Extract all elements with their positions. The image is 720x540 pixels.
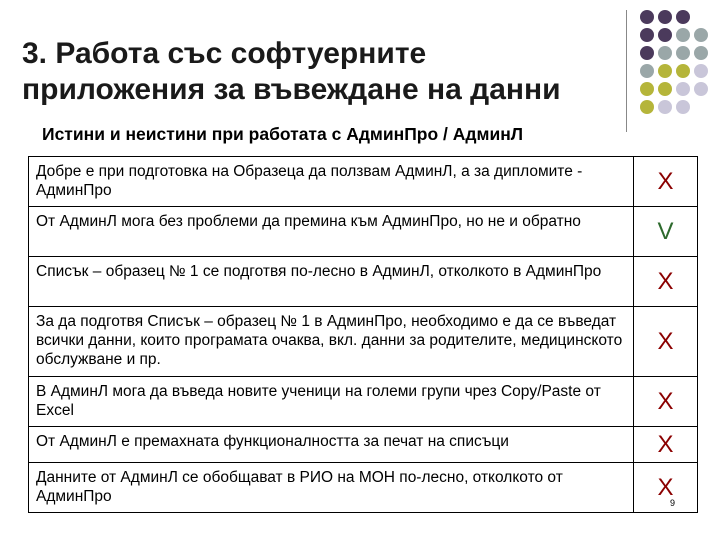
dot [640, 10, 654, 24]
statements-table [28, 156, 698, 513]
dot [658, 46, 672, 60]
false-mark: X [634, 377, 698, 427]
dot [658, 100, 672, 114]
title-divider [626, 10, 627, 132]
dot [676, 10, 690, 24]
statement-text: Списък – образец № 1 се подготвя по-лесно в АдминЛ, отколкото в АдминПро [29, 257, 634, 307]
dot [676, 82, 690, 96]
statement-text: От АдминЛ е премахната функционалността за печат на списъци [29, 427, 634, 463]
dot [640, 46, 654, 60]
true-mark: V [634, 207, 698, 257]
statement-text: Данните от АдминЛ се обобщават в РИО на МОН по-лесно, отколкото от АдминПро [29, 463, 634, 513]
dot [658, 82, 672, 96]
table-row [29, 207, 698, 257]
slide-title: 3. Работа със софтуерните приложения за въвеждане на данни [22, 37, 561, 106]
statement-text: В АдминЛ мога да въведа новите ученици на големи групи чрез Copy/Paste от Excel [29, 377, 634, 427]
dot [658, 28, 672, 42]
table-row [29, 307, 698, 377]
dot [694, 46, 708, 60]
statement-text: За да подготвя Списък – образец № 1 в АдминПро, необходимо е да се въведат всички данни, които програмата очаква, вкл. данни за родителите, медицинското обслужване и пр. [29, 307, 634, 377]
dot [640, 28, 654, 42]
dot [676, 64, 690, 78]
table-row [29, 427, 698, 463]
page-number: 9 [670, 498, 676, 508]
false-mark: X [634, 307, 698, 377]
dot [694, 28, 708, 42]
false-mark: X [634, 463, 698, 513]
table-row [29, 257, 698, 307]
statement-text: Добре е при подготовка на Образеца да ползвам АдминЛ, а за дипломите - АдминПро [29, 157, 634, 207]
table-row [29, 377, 698, 427]
dot [676, 100, 690, 114]
false-mark: X [634, 157, 698, 207]
dot [694, 64, 708, 78]
dot [640, 82, 654, 96]
dot [676, 28, 690, 42]
statement-text: От АдминЛ мога без проблеми да премина към АдминПро, но не и обратно [29, 207, 634, 257]
dot [658, 64, 672, 78]
dot [676, 46, 690, 60]
slide-subtitle: Истини и неистини при работата с АдминПро / АдминЛ [42, 124, 524, 144]
dot [640, 100, 654, 114]
false-mark: X [634, 427, 698, 463]
decorative-dot-grid [640, 10, 720, 130]
dot [694, 82, 708, 96]
dot [658, 10, 672, 24]
false-mark: X [634, 257, 698, 307]
dot [640, 64, 654, 78]
table-row [29, 157, 698, 207]
table-row [29, 463, 698, 513]
